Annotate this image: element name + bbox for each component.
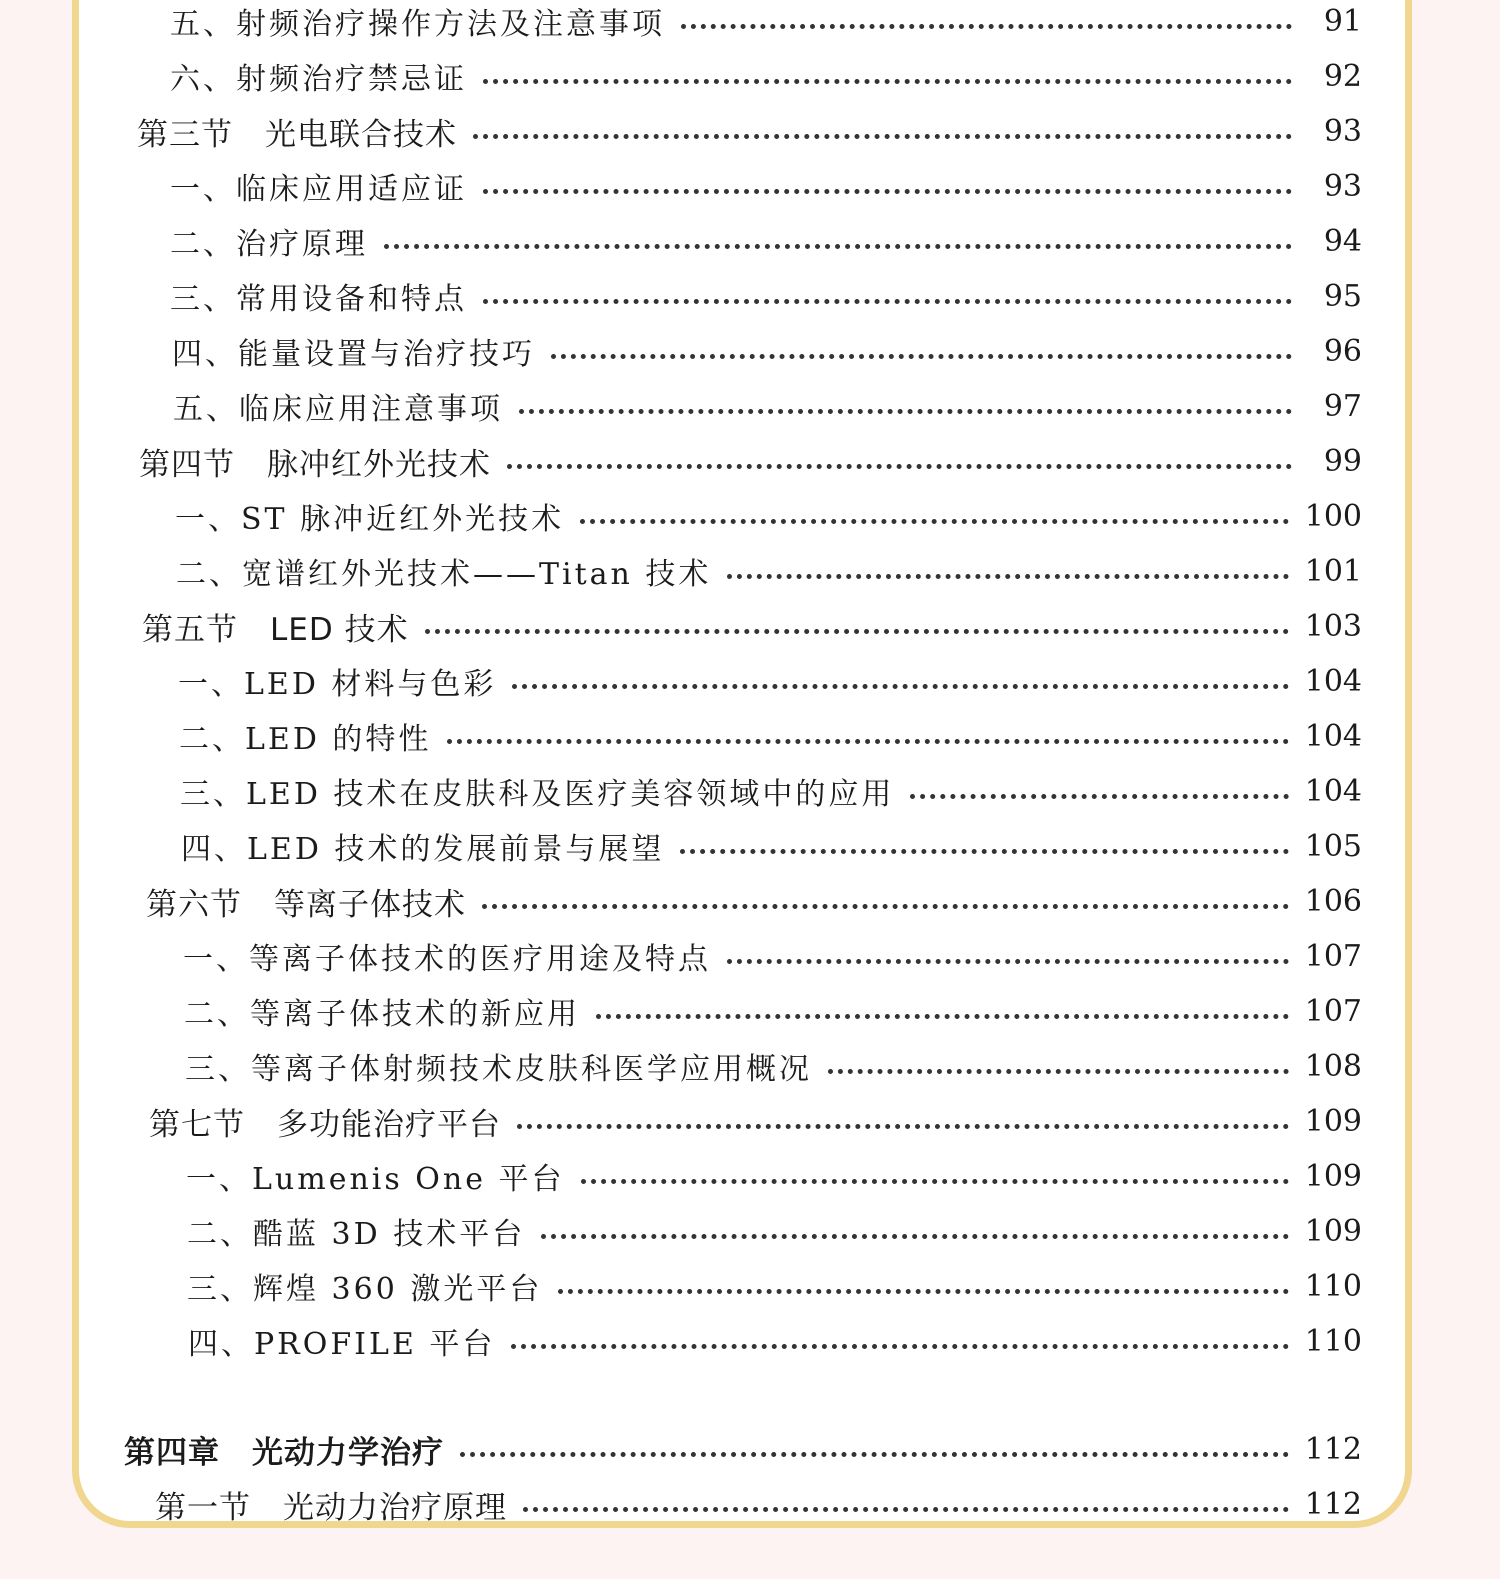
toc-entry[interactable] [173, 386, 1362, 426]
toc-entry-page: 104 [1304, 718, 1362, 754]
toc-section-page: 112 [1304, 1486, 1362, 1522]
dot-leader [581, 1179, 1289, 1184]
toc-entry-title: 二、治疗原理 [170, 227, 368, 262]
toc-entry-page: 91 [1323, 3, 1362, 39]
toc-chapter-title: 第四章 光动力学治疗 [124, 1434, 444, 1471]
toc-section[interactable] [142, 606, 1362, 646]
toc-entry[interactable] [170, 166, 1362, 206]
toc-section[interactable] [155, 1484, 1362, 1524]
toc-section-title: 第五节 LED 技术 [142, 611, 409, 648]
toc-entry-page: 92 [1323, 58, 1362, 94]
dot-leader [558, 1289, 1288, 1294]
toc-entry-title: 四、LED 技术的发展前景与展望 [181, 832, 665, 867]
toc-entry-page: 107 [1304, 993, 1362, 1029]
toc-chapter-page: 112 [1304, 1431, 1362, 1467]
toc-section[interactable] [139, 441, 1362, 481]
dot-leader [460, 1452, 1289, 1457]
dot-leader [519, 409, 1292, 414]
toc-section-page: 106 [1304, 883, 1362, 919]
dot-leader [596, 1014, 1289, 1019]
dot-leader [727, 959, 1289, 964]
toc-entry-title: 二、宽谱红外光技术——Titan 技术 [176, 557, 712, 592]
dot-leader [483, 79, 1292, 84]
dot-leader [681, 24, 1292, 29]
dot-leader [828, 1069, 1289, 1074]
toc-entry[interactable] [179, 716, 1362, 756]
toc-entry-title: 二、LED 的特性 [179, 722, 432, 757]
toc-entry[interactable] [172, 331, 1362, 371]
toc-section-page: 99 [1323, 443, 1362, 479]
toc-section-title: 第三节 光电联合技术 [137, 116, 457, 153]
toc-entry-title: 一、LED 材料与色彩 [178, 667, 497, 702]
toc-entry-page: 109 [1304, 1213, 1362, 1249]
toc-entry-title: 二、等离子体技术的新应用 [184, 997, 580, 1032]
dot-leader [483, 189, 1292, 194]
dot-leader [727, 574, 1288, 579]
toc-entry-title: 三、常用设备和特点 [170, 282, 467, 317]
toc-entry-title: 六、射频治疗禁忌证 [170, 62, 467, 97]
toc-entry[interactable] [175, 496, 1362, 536]
toc-section-title: 第六节 等离子体技术 [146, 886, 466, 923]
dot-leader [910, 794, 1288, 799]
toc-entry[interactable] [188, 1321, 1362, 1361]
dot-leader [425, 629, 1289, 634]
toc-entry-page: 108 [1304, 1048, 1362, 1084]
dot-leader [483, 299, 1292, 304]
toc-entry[interactable] [187, 1211, 1362, 1251]
toc-entry[interactable] [170, 276, 1362, 316]
dot-leader [580, 519, 1289, 524]
toc-entry-page: 104 [1304, 663, 1362, 699]
toc-entry-title: 一、临床应用适应证 [170, 172, 467, 207]
toc-entry-title: 五、临床应用注意事项 [173, 392, 503, 427]
toc-entry-title: 三、LED 技术在皮肤科及医疗美容领域中的应用 [180, 777, 895, 812]
toc-section-title: 第四节 脉冲红外光技术 [139, 446, 491, 483]
toc-entry-page: 96 [1323, 333, 1362, 369]
toc-entry[interactable] [186, 1156, 1362, 1196]
toc-entry[interactable] [178, 661, 1362, 701]
dot-leader [517, 1124, 1289, 1129]
toc-entry[interactable] [180, 771, 1362, 811]
toc-entry[interactable] [170, 56, 1362, 96]
toc-entry[interactable] [183, 936, 1362, 976]
dot-leader [482, 904, 1289, 909]
dot-leader [384, 244, 1292, 249]
toc-entry-title: 四、能量设置与治疗技巧 [172, 337, 535, 372]
toc-entry-title: 四、PROFILE 平台 [188, 1327, 496, 1362]
toc-section[interactable] [137, 111, 1362, 151]
toc-entry-page: 107 [1304, 938, 1362, 974]
toc-section[interactable] [149, 1101, 1362, 1141]
toc-entry-page: 109 [1304, 1158, 1362, 1194]
dot-leader [473, 134, 1292, 139]
dot-leader [541, 1234, 1289, 1239]
toc-entry[interactable] [176, 551, 1362, 591]
toc-entry-page: 94 [1323, 223, 1362, 259]
toc-entry-page: 97 [1323, 388, 1362, 424]
toc-entry[interactable] [184, 991, 1362, 1031]
dot-leader [511, 1344, 1288, 1349]
toc-entry[interactable] [170, 1, 1362, 41]
toc-entry[interactable] [187, 1266, 1362, 1306]
toc-entry-title: 五、射频治疗操作方法及注意事项 [170, 7, 665, 42]
toc-entry[interactable] [181, 826, 1362, 866]
toc-section-page: 93 [1323, 113, 1362, 149]
dot-leader [512, 684, 1288, 689]
toc-entry-page: 101 [1304, 553, 1362, 589]
toc-section-title: 第七节 多功能治疗平台 [149, 1106, 501, 1143]
dot-leader [551, 354, 1292, 359]
toc-chapter[interactable] [124, 1429, 1362, 1469]
toc-section-page: 109 [1304, 1103, 1362, 1139]
toc-entry-page: 100 [1304, 498, 1362, 534]
toc-entry-page: 110 [1304, 1323, 1362, 1359]
toc-section-page: 103 [1304, 608, 1362, 644]
toc-section[interactable] [146, 881, 1362, 921]
toc-entry-page: 93 [1323, 168, 1362, 204]
toc-entry-page: 110 [1304, 1268, 1362, 1304]
toc-entry-page: 105 [1304, 828, 1362, 864]
toc-entry-page: 104 [1304, 773, 1362, 809]
toc-section-title: 第一节 光动力治疗原理 [155, 1489, 507, 1526]
toc-entry-title: 二、酷蓝 3D 技术平台 [187, 1217, 526, 1252]
toc-entry-title: 三、等离子体射频技术皮肤科医学应用概况 [185, 1052, 812, 1087]
toc-entry-title: 三、辉煌 360 激光平台 [187, 1272, 543, 1307]
dot-leader [507, 464, 1292, 469]
toc-entry-title: 一、等离子体技术的医疗用途及特点 [183, 942, 711, 977]
toc-entry-title: 一、Lumenis One 平台 [186, 1162, 565, 1197]
dot-leader [680, 849, 1288, 854]
toc-entry[interactable] [170, 221, 1362, 261]
dot-leader [447, 739, 1288, 744]
toc-entry-page: 95 [1323, 278, 1362, 314]
toc-entry-title: 一、ST 脉冲近红外光技术 [175, 502, 565, 537]
dot-leader [523, 1507, 1289, 1512]
toc-entry[interactable] [185, 1046, 1362, 1086]
